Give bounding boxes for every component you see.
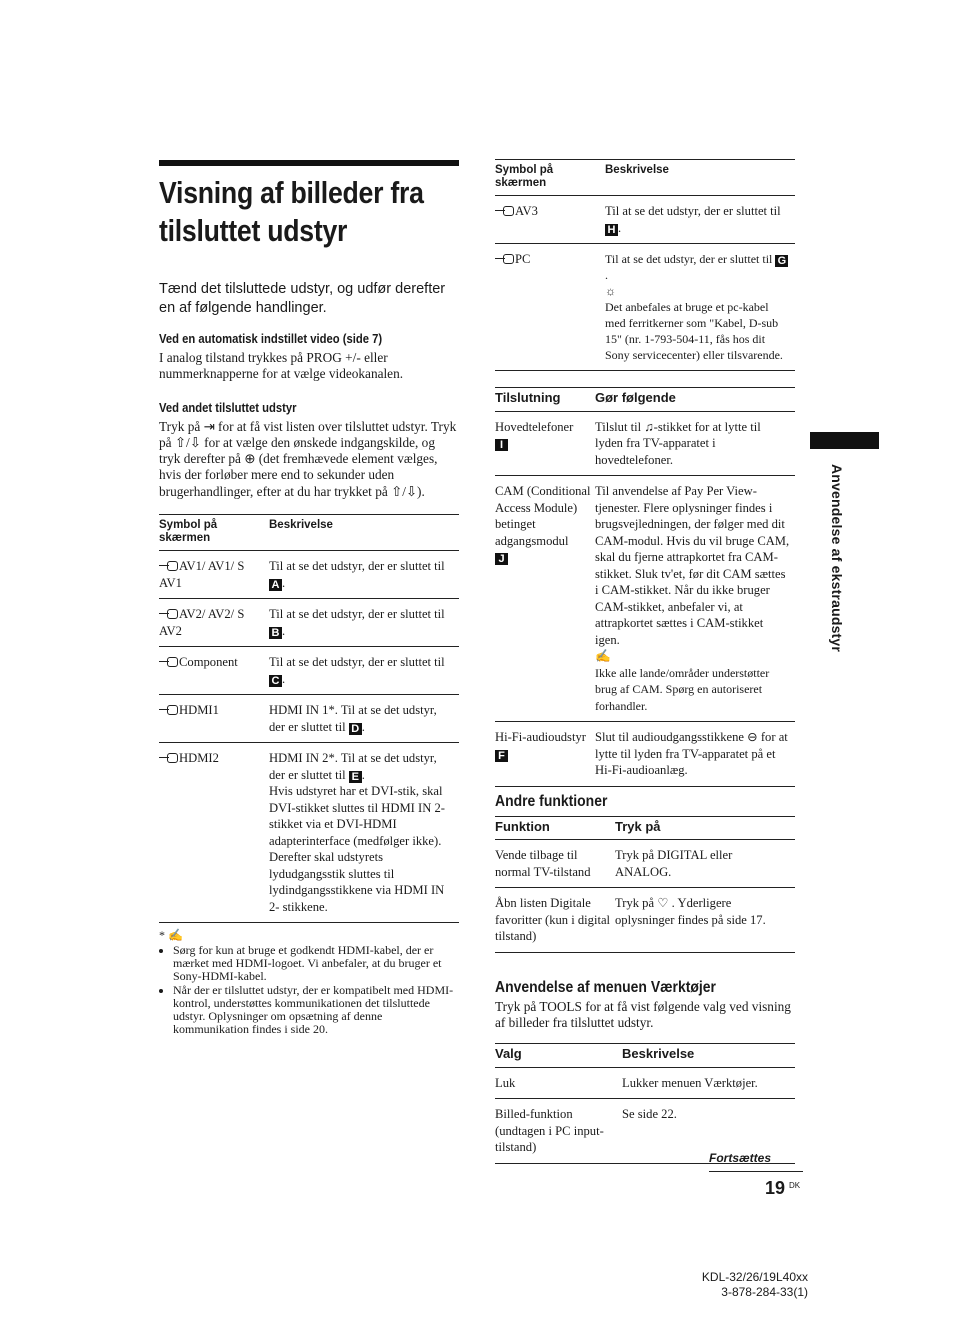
badge-a: A — [269, 579, 282, 591]
section-heading-tools: Anvendelse af menuen Værktøjer — [495, 978, 716, 996]
table-row: Vende tilbage til normal TV-tilstand Tryk på DIGITAL eller ANALOG. — [495, 840, 795, 888]
table-row: AV2/ AV2/ S AV2 Til at se det udstyr, der er sluttet til B . — [159, 599, 459, 647]
footnote-marker: * ✍ — [159, 928, 183, 943]
subheading-auto-video: Ved en automatisk indstillet video (side 7) — [159, 332, 383, 346]
table-row: Åbn listen Digitale favoritter (kun i digital tilstand) Tryk på ♡ . Yderligere oplysninger findes på side 17. — [495, 888, 795, 953]
model-info — [702, 1270, 808, 1300]
col-header-option: Valg — [495, 1044, 622, 1068]
badge-e: E — [349, 771, 362, 783]
badge-h: H — [605, 224, 618, 236]
col-header-symbol: Symbol på skærmen — [159, 515, 269, 551]
col-header-press: Tryk på — [615, 816, 795, 840]
symbol-table-1 — [159, 514, 459, 923]
dvi-note: Hvis udstyret har et DVI-stik, skal DVI-stikket sluttes til HDMI IN 2-stikket via et DVI-HDMI adapterinterface (medfølger ikke). Derefter skal udstyrets lydudgangsstik sluttes til lydindgangsstikkene via HDMI IN 2- stikkene. — [269, 784, 445, 914]
tip-icon: ☼ — [605, 284, 616, 298]
side-tab-marker — [810, 432, 879, 449]
auto-video-text: I analog tilstand trykkes på PROG +/- eller nummerknapperne for at vælge videokanalen. — [159, 350, 404, 382]
badge-d: D — [349, 723, 362, 735]
col-header-description: Beskrivelse — [269, 515, 459, 551]
note-icon: ✍ — [595, 649, 611, 663]
input-icon — [159, 608, 179, 619]
table-row: Hi-Fi-audioudstyr F Slut til audioudgangsstikkene ⊖ for at lytte til lyden fra TV-apparatet på et Hi-Fi-audioanlæg. — [495, 722, 795, 787]
table-row: Billed-funktion (undtagen i PC input-tilstand) Se side 22. — [495, 1099, 795, 1164]
continued-label: Fortsættes — [709, 1151, 803, 1172]
list-item: • Når der er tilsluttet udstyr, der er kompatibelt med HDMI-kontrol, understøttes kommunikationen det tilsluttede udstyr. Oplysninger om opsætning af denne kommunikation findes i side 20. — [173, 984, 459, 1036]
page-suffix: DK — [789, 1181, 801, 1190]
title-rule — [159, 160, 459, 166]
col-header-description: Beskrivelse — [605, 160, 795, 196]
table-row: PC Til at se det udstyr, der er sluttet til G. ☼ Det anbefales at bruge et pc-kabel med ferritkerner som "Kabel, D-sub 15" (nr. 1-793-504-11, fås hos dit Sony servicecenter) eller tilsvarende. — [495, 244, 795, 371]
connection-table — [495, 387, 795, 787]
col-header-description: Beskrivelse — [622, 1044, 795, 1068]
badge-c: C — [269, 675, 282, 687]
other-equipment-text: Tryk på ⇥ for at få vist listen over tilsluttet udstyr. Tryk på ⇧/⇩ for at vælge den ønskede indgangskilde, og tryk derefter på ⊕ (det fremhævede element vælges, hvis der forløber mere end to sekunder uden brugerhandlinger, efter at du har trykket på ⇧/⇩). — [159, 418, 457, 499]
subheading-other-equipment: Ved andet tilsluttet udstyr — [159, 400, 297, 415]
table-row: CAM (Conditional Access Module) betinget adgangsmodul J Til anvendelse af Pay Per View-tjenester. Flere oplysninger findes i brugsvejledningen, der følger med dit CAM-modul. Hvis du vil bruge CAM, skal du fjerne attrapkortet fra CAM-stikket. Sluk tv'et, før dit CAM sættes i CAM-stikket. Når du ikke bruger CAM-stikket, anbefaler vi, at attrapkortet sættes i CAM-stikket igen. ✍ Ikke alle lande/områder understøtter brug af CAM. Spørg en autoriseret forhandler. — [495, 476, 795, 722]
model-line: KDL-32/26/19L40xx — [701, 1270, 808, 1284]
pc-tip: Det anbefales at bruge et pc-kabel med ferritkerner som "Kabel, D-sub 15" (nr. 1-793-504-11, fås hos dit Sony servicecenter) eller tilsvarende. — [605, 300, 783, 362]
hdmi-icon — [159, 752, 179, 763]
table-row: AV3 Til at se det udstyr, der er sluttet til H . — [495, 196, 795, 244]
right-column — [495, 159, 795, 1164]
col-header-connection: Tilslutning — [495, 388, 595, 412]
badge-b: B — [269, 627, 282, 639]
badge-i: I — [495, 439, 508, 451]
side-title: Anvendelse af ekstraudstyr — [829, 464, 845, 653]
catalog-line: 3-878-284-33(1) — [721, 1285, 808, 1299]
col-header-action: Gør følgende — [595, 388, 795, 412]
table-row: Component Til at se det udstyr, der er sluttet til C . — [159, 647, 459, 695]
col-header-function: Funktion — [495, 816, 615, 840]
symbol-table-2 — [495, 159, 795, 371]
table-row: Luk Lukker menuen Værktøjer. — [495, 1067, 795, 1099]
input-icon — [495, 205, 515, 216]
tools-table — [495, 1043, 795, 1164]
pc-icon — [495, 253, 515, 264]
tools-text: Tryk på TOOLS for at få vist følgende valg ved visning af billeder fra tilsluttet udstyr. — [495, 998, 791, 1030]
badge-f: F — [495, 750, 508, 762]
hdmi-icon — [159, 704, 179, 715]
function-table — [495, 816, 795, 953]
table-row: HDMI1 HDMI IN 1*. Til at se det udstyr, der er sluttet til D . — [159, 695, 459, 743]
badge-j: J — [495, 553, 508, 565]
table-row: Hovedtelefoner I Tilslut til ♫-stikket for at lytte til lyden fra TV-apparatet i hovedtelefoner. — [495, 411, 795, 476]
badge-g: G — [775, 255, 788, 267]
footnote — [159, 929, 459, 1036]
section-heading-andre: Andre funktioner — [495, 792, 608, 810]
col-header-symbol: Symbol på skærmen — [495, 160, 605, 196]
table-row: AV1/ AV1/ S AV1 Til at se det udstyr, der er sluttet til A . — [159, 551, 459, 599]
input-icon — [159, 560, 179, 571]
list-item: • Sørg for kun at bruge et godkendt HDMI-kabel, der er mærket med HDMI-logoet. Vi anbefaler, at du bruger et Sony-HDMI-kabel. — [173, 944, 459, 983]
component-icon — [159, 656, 179, 667]
left-column — [159, 160, 459, 1037]
page-number: 19 $^{DK}$ — [765, 1178, 801, 1198]
page-title: Visning af billeder fra tilsluttet udstyr — [159, 175, 424, 248]
table-row: HDMI2 HDMI IN 2*. Til at se det udstyr, der er sluttet til E . Hvis udstyret har et DVI-stik, skal DVI-stikket sluttes til HDMI IN 2-stikket via et DVI-HDMI adapterinterface (medfølger ikke). Derefter skal udstyrets lydudgangsstik sluttes til lydindgangsstikkene via HDMI IN 2- stikkene. — [159, 743, 459, 923]
cam-note: Ikke alle lande/områder understøtter brug af CAM. Spørg en autoriseret forhandler. — [595, 665, 770, 713]
intro-text: Tænd det tilsluttede udstyr, og udfør derefter en af følgende handlinger. — [159, 281, 446, 316]
